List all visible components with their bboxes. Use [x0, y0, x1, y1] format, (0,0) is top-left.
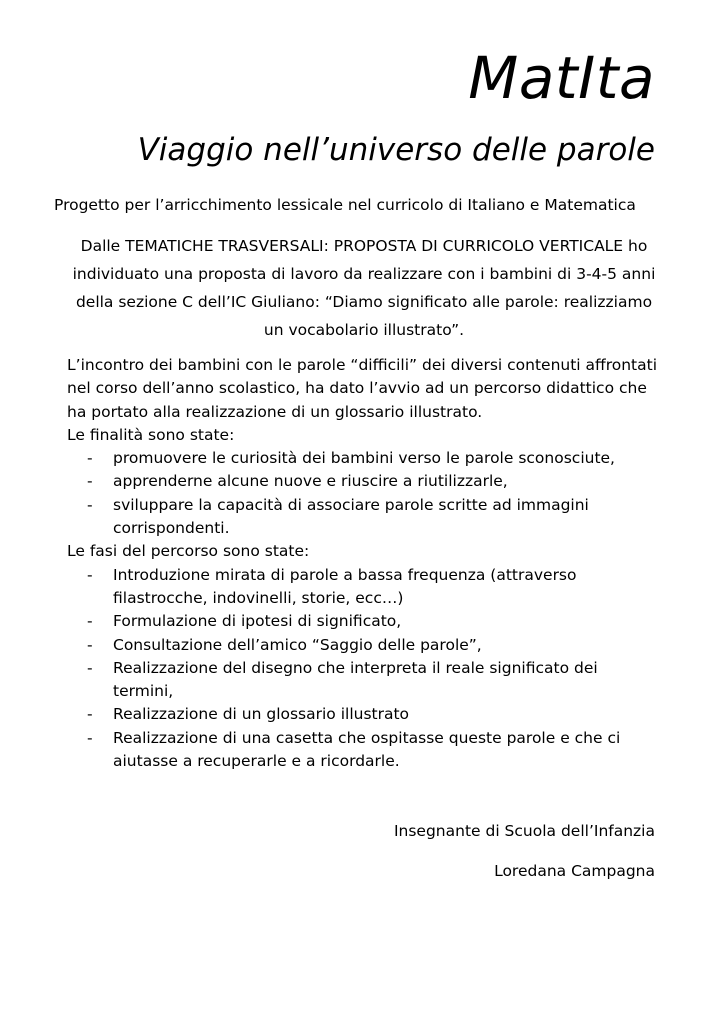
list-dash: -: [87, 612, 93, 631]
goal-text: apprenderne alcune nuove e riuscire a riutilizzarle,: [113, 472, 508, 491]
phases-heading: Le fasi del percorso sono state:: [67, 542, 310, 561]
goal-item: [67, 447, 657, 470]
document-title: MatIta: [468, 44, 655, 112]
intro-paragraph: Dalle TEMATICHE TRASVERSALI: PROPOSTA DI CURRICOLO VERTICALE ho individuato una proposta di lavoro da realizzare con i bambini di 3-4-5 anni della sezione C dell’IC Giuliano: “Diamo significato alle parole: realizziamo un vocabolario illustrato”.: [72, 237, 656, 339]
goal-text: sviluppare la capacità di associare parole scritte ad immagini corrispondenti.: [113, 495, 589, 538]
phase-item: [67, 727, 657, 774]
goal-item: [67, 494, 657, 541]
phase-text: Realizzazione di una casetta che ospitasse queste parole e che ci aiutasse a recuperarle e a ricordarle.: [113, 728, 621, 771]
body-paragraph: L’incontro dei bambini con le parole “difficili” dei diversi contenuti affrontati nel corso dell’anno scolastico, ha dato l’avvio ad un percorso didattico che ha portato alla realizzazione di un glossario illustrato.: [67, 356, 658, 421]
phase-item: [67, 634, 657, 657]
phase-item: [67, 564, 657, 611]
list-dash: -: [87, 565, 93, 584]
signature-name: Loredana Campagna: [494, 862, 655, 880]
list-dash: -: [87, 635, 93, 654]
phase-text: Realizzazione di un glossario illustrato: [113, 705, 410, 724]
list-dash: -: [87, 728, 93, 747]
document-subtitle: Viaggio nell’universo delle parole: [137, 132, 655, 168]
goal-item: [67, 470, 657, 493]
list-dash: -: [87, 472, 93, 491]
phase-text: Realizzazione del disegno che interpreta il reale significato dei termini,: [113, 658, 598, 701]
signature-role: Insegnante di Scuola dell’Infanzia: [393, 822, 655, 840]
project-description: Progetto per l’arricchimento lessicale nel curricolo di Italiano e Matematica: [54, 196, 636, 214]
list-dash: -: [87, 705, 93, 724]
list-dash: -: [87, 658, 93, 677]
phase-text: Consultazione dell’amico “Saggio delle parole”,: [113, 635, 482, 654]
list-dash: -: [87, 449, 93, 468]
list-dash: -: [87, 495, 93, 514]
goals-list: [67, 447, 657, 540]
goal-text: promuovere le curiosità dei bambini verso le parole sconosciute,: [113, 449, 615, 468]
phase-text: Introduzione mirata di parole a bassa frequenza (attraverso filastrocche, indovinelli, storie, ecc…): [113, 565, 577, 607]
phases-list: [67, 564, 657, 774]
phase-item: [67, 703, 657, 726]
goals-heading: Le finalità sono state:: [67, 425, 235, 444]
phase-item: [67, 610, 657, 633]
phase-text: Formulazione di ipotesi di significato,: [113, 612, 402, 631]
body-section: [67, 354, 657, 773]
phase-item: [67, 657, 657, 704]
